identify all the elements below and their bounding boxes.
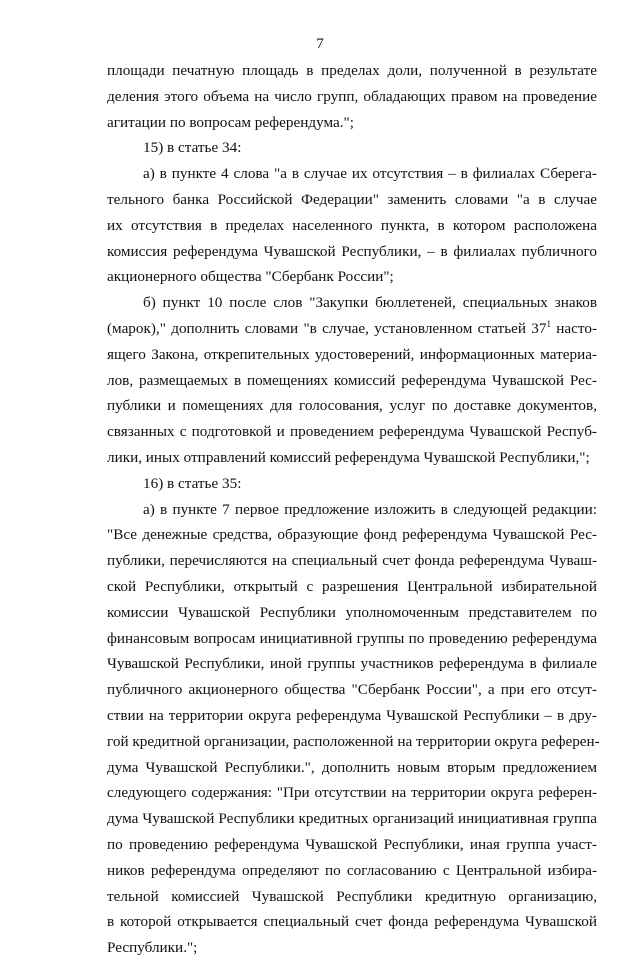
- text-line: связанных с подготовкой и проведением референдума Чувашской Респуб-: [107, 423, 597, 441]
- text-line: лов, размещаемых в помещениях комиссий референдума Чувашской Рес-: [107, 371, 597, 389]
- text-line: в которой открывается специальный счет фонда референдума Чувашской: [107, 913, 597, 931]
- text-line: комиссии Чувашской Республики уполномоченным представителем по: [107, 603, 597, 621]
- text-line: деления этого объема на число групп, обладающих правом на проведение: [107, 87, 597, 105]
- text-line: "Все денежные средства, образующие фонд референдума Чувашской Рес-: [107, 526, 597, 544]
- text-line: б) пункт 10 после слов "Закупки бюллетеней, специальных знаков: [143, 294, 597, 312]
- text-line: 15) в статье 34:: [143, 139, 242, 157]
- text-line: Республики.";: [107, 939, 198, 957]
- document-body: [107, 58, 600, 961]
- superscript: 1: [546, 318, 551, 329]
- text-line: 16) в статье 35:: [143, 474, 242, 492]
- text-line: [107, 316, 597, 342]
- text-line: акционерного общества "Сбербанк России";: [107, 268, 394, 286]
- text-line: агитации по вопросам референдума.";: [107, 113, 354, 131]
- text-segment: насто-: [551, 319, 598, 337]
- text-line: тельного банка Российской Федерации" заменить словами "а в случае: [107, 190, 597, 208]
- text-line: ской Республики, открытый с разрешения Центральной избирательной: [107, 577, 597, 595]
- text-line: по проведению референдума Чувашской Республики, иная группа участ-: [107, 835, 597, 853]
- text-line: площади печатную площадь в пределах доли, полученной в результате: [107, 62, 597, 79]
- text-line: дума Чувашской Республики.", дополнить новым вторым предложением: [107, 758, 597, 776]
- text-line: а) в пункте 7 первое предложение изложить в следующей редакции:: [143, 500, 597, 518]
- text-line: ящего Закона, открепительных удостоверений, информационных материа-: [107, 345, 597, 363]
- text-line: лики, иных отправлений комиссий референдума Чувашской Республики,";: [107, 448, 590, 466]
- text-line: комиссия референдума Чувашской Республики, – в филиалах публичного: [107, 242, 597, 260]
- text-line: публичного акционерного общества "Сбербанк России", а при его отсут-: [107, 681, 597, 699]
- text-line: гой кредитной организации, расположенной на территории округа референ-: [107, 732, 600, 750]
- text-line: дума Чувашской Республики кредитных организаций инициативная группа: [107, 810, 597, 828]
- text-line: финансовым вопросам инициативной группы по проведению референдума: [107, 629, 597, 647]
- text-line: следующего содержания: "При отсутствии на территории округа референ-: [107, 784, 597, 802]
- text-line: публики и помещениях для голосования, услуг по доставке документов,: [107, 397, 597, 415]
- text-line: ствии на территории округа референдума Чувашской Республики – в дру-: [107, 706, 597, 724]
- text-line: ников референдума определяют по согласованию с Центральной избира-: [107, 861, 597, 879]
- text-line: Чувашской Республики, иной группы участников референдума в филиале: [107, 655, 597, 673]
- text-line: их отсутствия в пределах населенного пункта, в котором расположена: [107, 216, 597, 234]
- text-line: публики, перечисляются на специальный счет фонда референдума Чуваш-: [107, 552, 597, 570]
- text-segment: (марок)," дополнить словами "в случае, установленном статьей 37: [107, 319, 547, 337]
- text-line: а) в пункте 4 слова "а в случае их отсутствия – в филиалах Сберега-: [143, 165, 597, 183]
- text-line: тельной комиссией Чувашской Республики кредитную организацию,: [107, 887, 597, 905]
- page-number: 7: [316, 36, 324, 52]
